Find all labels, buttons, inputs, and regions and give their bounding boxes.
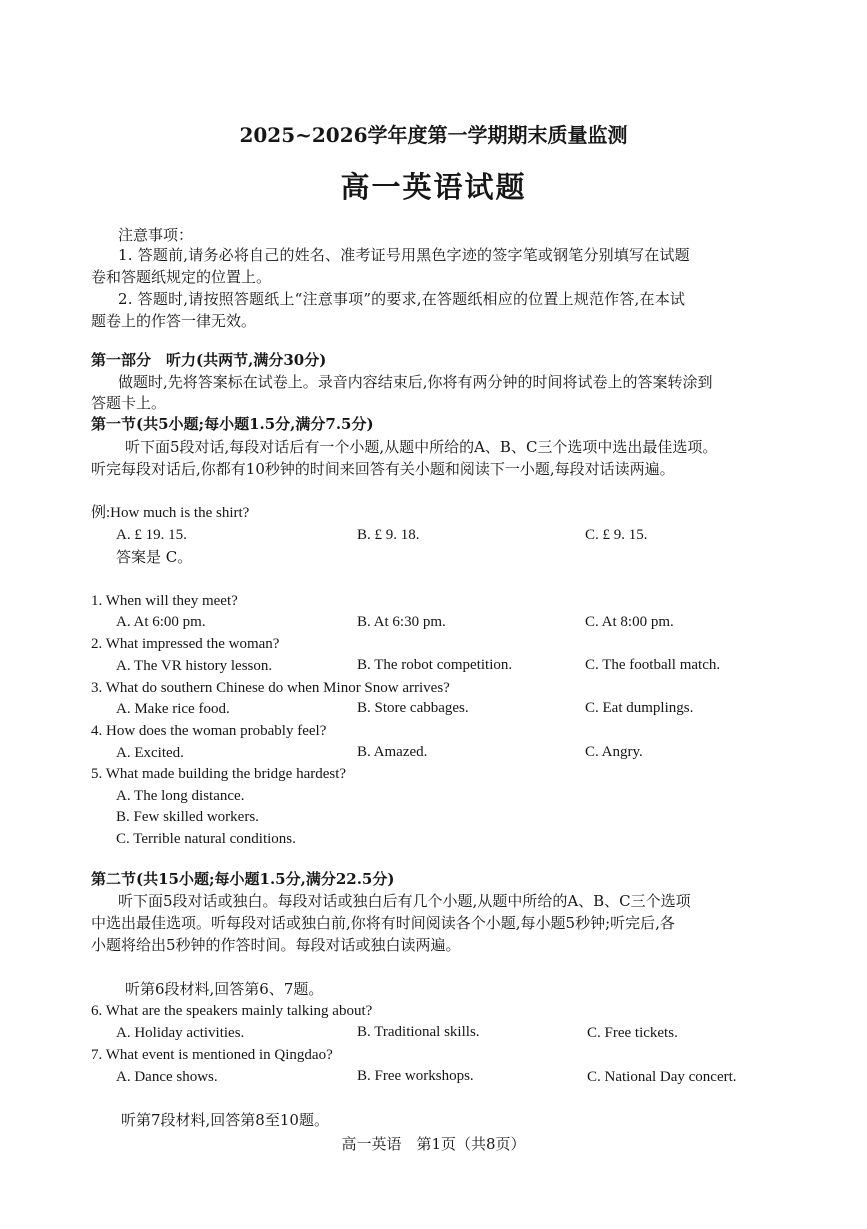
- question-1-option-a: A. At 6:00 pm.: [116, 614, 206, 630]
- question-3-option-a: A. Make rice food.: [116, 701, 230, 717]
- question-1-option-c: C. At 8:00 pm.: [585, 614, 674, 630]
- question-6-option-a: A. Holiday activities.: [116, 1025, 245, 1041]
- part-1-intro-line-2: 答题卡上。: [91, 394, 167, 412]
- example-option-c: C. £ 9. 15.: [585, 527, 648, 543]
- notice-heading: 注意事项：: [118, 226, 194, 244]
- question-3-stem: 3. What do southern Chinese do when Minor Snow arrives?: [91, 680, 450, 696]
- exam-subtitle: 高一英语试题: [340, 170, 527, 204]
- example-question: 例:How much is the shirt?: [91, 505, 250, 521]
- question-2-option-a: A. The VR history lesson.: [116, 658, 273, 674]
- example-option-b: B. £ 9. 18.: [357, 527, 420, 543]
- question-6-option-c: C. Free tickets.: [587, 1025, 678, 1041]
- material-7-instruction: 听第7段材料,回答第8至10题。: [121, 1111, 329, 1129]
- example-answer: 答案是 C。: [116, 548, 193, 566]
- question-1-stem: 1. When will they meet?: [91, 593, 238, 609]
- question-7-option-a: A. Dance shows.: [116, 1069, 218, 1085]
- section-2-intro-line-3: 小题将给出5秒钟的作答时间。每段对话或独白读两遍。: [91, 936, 461, 954]
- notice-item-1-line-1: 1. 答题前,请务必将自己的姓名、准考证号用黑色字迹的签字笔或钢笔分别填写在试题: [118, 246, 690, 264]
- question-4-option-a: A. Excited.: [116, 745, 184, 761]
- question-7-option-b: B. Free workshops.: [357, 1068, 474, 1084]
- question-4-stem: 4. How does the woman probably feel?: [91, 723, 327, 739]
- question-5-stem: 5. What made building the bridge hardest?: [91, 766, 347, 782]
- section-1-heading: 第一节(共5小题;每小题1.5分,满分7.5分): [91, 415, 374, 433]
- notice-item-2-line-1: 2. 答题时,请按照答题纸上“注意事项”的要求,在答题纸相应的位置上规范作答,在本试: [118, 290, 686, 308]
- question-1-option-b: B. At 6:30 pm.: [357, 614, 446, 630]
- question-5-option-c: C. Terrible natural conditions.: [116, 831, 296, 847]
- question-2-option-c: C. The football match.: [585, 657, 721, 673]
- question-2-option-b: B. The robot competition.: [357, 657, 513, 673]
- part-1-heading: 第一部分 听力(共两节,满分30分): [91, 351, 327, 369]
- question-4-option-c: C. Angry.: [585, 744, 643, 760]
- question-5-option-b: B. Few skilled workers.: [116, 809, 259, 825]
- section-2-heading: 第二节(共15小题;每小题1.5分,满分22.5分): [91, 870, 395, 888]
- part-1-intro-line-1: 做题时,先将答案标在试卷上。录音内容结束后,你将有两分钟的时间将试卷上的答案转涂到: [118, 373, 713, 391]
- question-6-stem: 6. What are the speakers mainly talking about?: [91, 1003, 373, 1019]
- question-5-option-a: A. The long distance.: [116, 788, 245, 804]
- question-4-option-b: B. Amazed.: [357, 744, 428, 760]
- question-3-option-c: C. Eat dumplings.: [585, 700, 694, 716]
- section-2-intro-line-2: 中选出最佳选项。听每段对话或独白前,你将有时间阅读各个小题,每小题5秒钟;听完后,各: [91, 914, 675, 932]
- notice-item-2-line-2: 题卷上的作答一律无效。: [91, 312, 257, 330]
- question-3-option-b: B. Store cabbages.: [357, 700, 469, 716]
- section-1-intro-line-1: 听下面5段对话,每段对话后有一个小题,从题中所给的A、B、C三个选项中选出最佳选项。: [125, 438, 718, 456]
- notice-item-1-line-2: 卷和答题纸规定的位置上。: [91, 268, 272, 286]
- material-6-instruction: 听第6段材料,回答第6、7题。: [125, 980, 324, 998]
- question-6-option-b: B. Traditional skills.: [357, 1024, 480, 1040]
- exam-title: 2025~2026学年度第一学期期末质量监测: [239, 123, 628, 147]
- question-2-stem: 2. What impressed the woman?: [91, 636, 280, 652]
- question-7-option-c: C. National Day concert.: [587, 1069, 737, 1085]
- page-footer: 高一英语 第1页（共8页）: [341, 1135, 526, 1153]
- question-7-stem: 7. What event is mentioned in Qingdao?: [91, 1047, 333, 1063]
- section-2-intro-line-1: 听下面5段对话或独白。每段对话或独白后有几个小题,从题中所给的A、B、C三个选项: [118, 892, 691, 910]
- example-option-a: A. £ 19. 15.: [116, 527, 187, 543]
- section-1-intro-line-2: 听完每段对话后,你都有10秒钟的时间来回答有关小题和阅读下一小题,每段对话读两遍。: [91, 460, 675, 478]
